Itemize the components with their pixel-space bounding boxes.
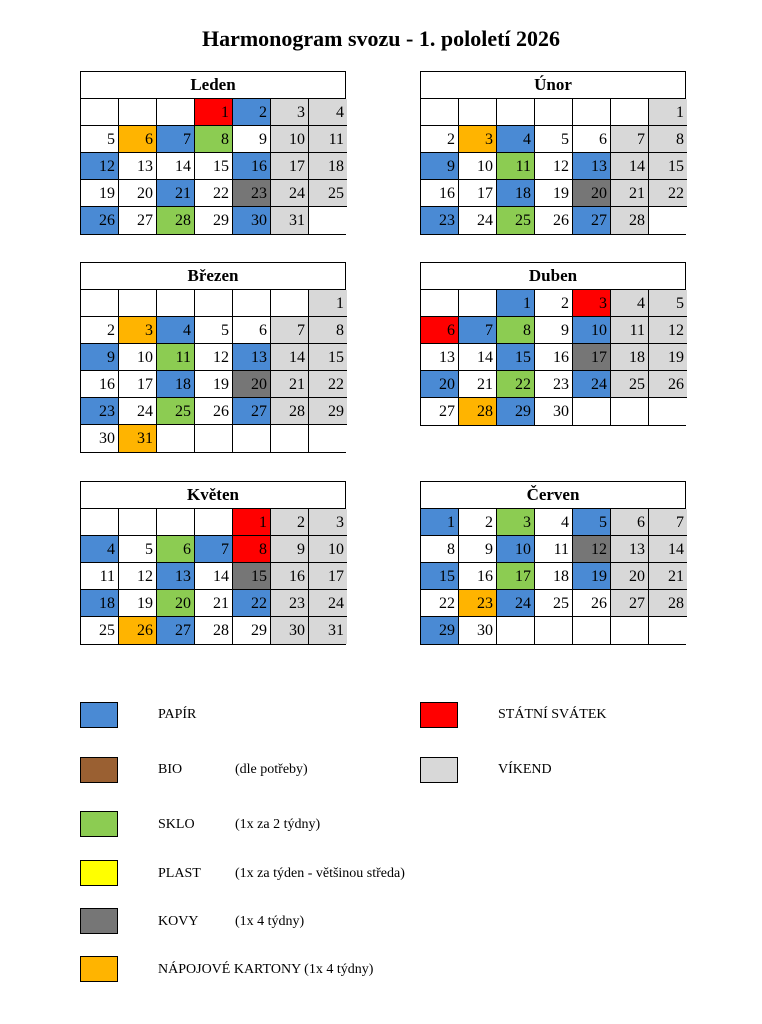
calendar-day: 21 (195, 590, 233, 617)
calendar-day: 26 (81, 207, 119, 234)
calendar-empty-cell (611, 398, 649, 425)
calendar-day: 6 (119, 126, 157, 153)
calendar-day: 19 (649, 344, 687, 371)
calendar-day: 21 (611, 180, 649, 207)
calendar-day: 5 (119, 536, 157, 563)
calendar-day: 28 (611, 207, 649, 234)
calendar-day: 29 (309, 398, 347, 425)
calendar-day: 15 (497, 344, 535, 371)
calendar-day: 19 (119, 590, 157, 617)
calendar-day: 6 (573, 126, 611, 153)
calendar-day: 20 (233, 371, 271, 398)
calendar-day: 28 (459, 398, 497, 425)
calendar-day: 21 (649, 563, 687, 590)
calendar-day: 31 (271, 207, 309, 234)
calendar-empty-cell (459, 99, 497, 126)
legend-label-sklo: SKLO (158, 817, 195, 832)
calendar-day: 10 (459, 153, 497, 180)
calendar-day: 7 (157, 126, 195, 153)
calendar-day: 20 (611, 563, 649, 590)
calendar-day: 16 (421, 180, 459, 207)
calendar-empty-cell (195, 290, 233, 317)
calendar-empty-cell (81, 290, 119, 317)
calendar-empty-cell (195, 425, 233, 452)
calendar-day: 8 (649, 126, 687, 153)
calendar-day: 23 (421, 207, 459, 234)
legend-note-kovy: (1x 4 týdny) (235, 914, 305, 929)
calendar-day: 14 (195, 563, 233, 590)
calendar-day: 5 (81, 126, 119, 153)
calendar-day: 3 (459, 126, 497, 153)
calendar-day: 26 (195, 398, 233, 425)
calendar-day: 23 (535, 371, 573, 398)
calendar-day: 27 (421, 398, 459, 425)
calendar-day: 5 (573, 509, 611, 536)
calendar-day: 24 (119, 398, 157, 425)
calendar-day: 19 (195, 371, 233, 398)
calendar-day: 14 (611, 153, 649, 180)
calendar-day: 26 (535, 207, 573, 234)
legend-label-karton: NÁPOJOVÉ KARTONY (1x 4 týdny) (158, 962, 374, 977)
calendar-day: 7 (459, 317, 497, 344)
calendar-day: 18 (309, 153, 347, 180)
calendar-day: 4 (497, 126, 535, 153)
calendar-day: 28 (195, 617, 233, 644)
calendar-day: 27 (573, 207, 611, 234)
calendar-empty-cell (573, 99, 611, 126)
calendar-day: 2 (81, 317, 119, 344)
calendar-day: 3 (309, 509, 347, 536)
calendar-day: 23 (81, 398, 119, 425)
calendar-day: 30 (459, 617, 497, 644)
calendar-day: 6 (421, 317, 459, 344)
calendar-day: 17 (309, 563, 347, 590)
calendar-day: 13 (611, 536, 649, 563)
calendar-day: 11 (81, 563, 119, 590)
calendar-day: 16 (271, 563, 309, 590)
calendar-day: 4 (157, 317, 195, 344)
month-grid (421, 99, 685, 234)
calendar-empty-cell (649, 207, 687, 234)
month-grid (81, 99, 345, 234)
page-title: Harmonogram svozu - 1. pololetí 2026 (201, 26, 561, 51)
calendar-day: 9 (421, 153, 459, 180)
calendar-day: 27 (119, 207, 157, 234)
calendar-day: 25 (497, 207, 535, 234)
calendar-empty-cell (309, 207, 347, 234)
calendar-empty-cell (119, 509, 157, 536)
legend-swatch-svatek (420, 702, 458, 728)
calendar-empty-cell (309, 425, 347, 452)
calendar-day: 30 (271, 617, 309, 644)
calendar-day: 14 (649, 536, 687, 563)
calendar-day: 8 (497, 317, 535, 344)
month-title: Únor (421, 72, 685, 99)
calendar-day: 25 (535, 590, 573, 617)
calendar-day: 2 (459, 509, 497, 536)
legend-swatch-sklo (80, 811, 118, 837)
calendar-day: 28 (649, 590, 687, 617)
calendar-day: 8 (233, 536, 271, 563)
calendar-empty-cell (611, 99, 649, 126)
calendar-day: 31 (309, 617, 347, 644)
legend-label-papir: PAPÍR (158, 707, 197, 722)
calendar-day: 15 (309, 344, 347, 371)
month-title: Červen (421, 482, 685, 509)
calendar-day: 3 (271, 99, 309, 126)
legend-note-sklo: (1x za 2 týdny) (235, 817, 321, 832)
calendar-day: 22 (421, 590, 459, 617)
calendar-day: 25 (309, 180, 347, 207)
calendar-empty-cell (157, 509, 195, 536)
month-calendar-leden (80, 71, 346, 235)
calendar-day: 9 (271, 536, 309, 563)
calendar-day: 11 (157, 344, 195, 371)
calendar-day: 18 (497, 180, 535, 207)
legend-swatch-vikend (420, 757, 458, 783)
calendar-empty-cell (649, 617, 687, 644)
calendar-empty-cell (535, 617, 573, 644)
legend-note-plast: (1x za týden - většinou středa) (235, 866, 405, 881)
calendar-day: 17 (459, 180, 497, 207)
calendar-day: 14 (271, 344, 309, 371)
calendar-empty-cell (459, 290, 497, 317)
calendar-day: 16 (535, 344, 573, 371)
calendar-day: 16 (81, 371, 119, 398)
calendar-empty-cell (497, 99, 535, 126)
calendar-day: 18 (535, 563, 573, 590)
calendar-day: 7 (271, 317, 309, 344)
month-calendar-unor (420, 71, 686, 235)
month-title: Leden (81, 72, 345, 99)
calendar-day: 18 (81, 590, 119, 617)
calendar-day: 3 (497, 509, 535, 536)
month-calendar-brezen (80, 262, 346, 453)
calendar-empty-cell (497, 617, 535, 644)
calendar-day: 2 (421, 126, 459, 153)
calendar-day: 26 (649, 371, 687, 398)
calendar-day: 13 (119, 153, 157, 180)
calendar-day: 29 (421, 617, 459, 644)
calendar-empty-cell (421, 99, 459, 126)
legend-label-vikend: VÍKEND (498, 762, 552, 777)
calendar-day: 19 (81, 180, 119, 207)
calendar-empty-cell (535, 99, 573, 126)
calendar-day: 21 (459, 371, 497, 398)
legend-label-svatek: STÁTNÍ SVÁTEK (498, 707, 607, 722)
calendar-day: 22 (195, 180, 233, 207)
calendar-day: 12 (573, 536, 611, 563)
calendar-day: 18 (611, 344, 649, 371)
month-calendar-cerven (420, 481, 686, 645)
calendar-empty-cell (157, 290, 195, 317)
calendar-day: 8 (309, 317, 347, 344)
calendar-day: 24 (271, 180, 309, 207)
calendar-day: 5 (535, 126, 573, 153)
calendar-day: 21 (157, 180, 195, 207)
calendar-day: 6 (233, 317, 271, 344)
calendar-day: 15 (233, 563, 271, 590)
legend-swatch-bio (80, 757, 118, 783)
calendar-day: 1 (309, 290, 347, 317)
calendar-empty-cell (119, 290, 157, 317)
calendar-day: 4 (309, 99, 347, 126)
calendar-day: 23 (233, 180, 271, 207)
calendar-day: 24 (497, 590, 535, 617)
calendar-day: 8 (195, 126, 233, 153)
calendar-empty-cell (649, 398, 687, 425)
calendar-day: 2 (271, 509, 309, 536)
calendar-day: 22 (649, 180, 687, 207)
calendar-empty-cell (573, 617, 611, 644)
calendar-day: 20 (421, 371, 459, 398)
calendar-day: 12 (649, 317, 687, 344)
calendar-day: 7 (195, 536, 233, 563)
calendar-day: 28 (271, 398, 309, 425)
calendar-day: 13 (421, 344, 459, 371)
calendar-day: 6 (611, 509, 649, 536)
calendar-day: 31 (119, 425, 157, 452)
calendar-day: 22 (309, 371, 347, 398)
calendar-day: 9 (459, 536, 497, 563)
calendar-day: 1 (195, 99, 233, 126)
month-grid (81, 509, 345, 644)
calendar-day: 10 (271, 126, 309, 153)
calendar-day: 13 (157, 563, 195, 590)
calendar-day: 20 (573, 180, 611, 207)
calendar-day: 17 (119, 371, 157, 398)
calendar-day: 30 (81, 425, 119, 452)
calendar-day: 13 (233, 344, 271, 371)
calendar-day: 4 (611, 290, 649, 317)
month-title: Březen (81, 263, 345, 290)
calendar-day: 5 (649, 290, 687, 317)
calendar-day: 1 (649, 99, 687, 126)
calendar-day: 29 (497, 398, 535, 425)
calendar-empty-cell (421, 290, 459, 317)
month-calendar-kveten (80, 481, 346, 645)
legend-swatch-kovy (80, 908, 118, 934)
calendar-day: 16 (233, 153, 271, 180)
calendar-day: 3 (119, 317, 157, 344)
calendar-day: 2 (535, 290, 573, 317)
calendar-day: 4 (535, 509, 573, 536)
calendar-day: 26 (119, 617, 157, 644)
calendar-day: 16 (459, 563, 497, 590)
calendar-day: 2 (233, 99, 271, 126)
calendar-empty-cell (271, 290, 309, 317)
calendar-day: 12 (81, 153, 119, 180)
month-grid (421, 290, 685, 425)
calendar-day: 1 (421, 509, 459, 536)
legend-swatch-karton (80, 956, 118, 982)
calendar-day: 11 (535, 536, 573, 563)
calendar-day: 10 (119, 344, 157, 371)
calendar-day: 25 (611, 371, 649, 398)
calendar-day: 15 (195, 153, 233, 180)
calendar-day: 18 (157, 371, 195, 398)
month-grid (81, 290, 345, 452)
calendar-day: 9 (81, 344, 119, 371)
calendar-day: 7 (649, 509, 687, 536)
legend-swatch-plast (80, 860, 118, 886)
calendar-day: 10 (309, 536, 347, 563)
calendar-day: 11 (611, 317, 649, 344)
calendar-day: 23 (459, 590, 497, 617)
calendar-day: 12 (195, 344, 233, 371)
calendar-day: 29 (233, 617, 271, 644)
month-title: Květen (81, 482, 345, 509)
calendar-empty-cell (81, 99, 119, 126)
legend-label-kovy: KOVY (158, 914, 199, 929)
calendar-day: 24 (573, 371, 611, 398)
calendar-day: 7 (611, 126, 649, 153)
calendar-day: 6 (157, 536, 195, 563)
calendar-day: 17 (271, 153, 309, 180)
calendar-day: 11 (309, 126, 347, 153)
month-grid (421, 509, 685, 644)
calendar-day: 30 (233, 207, 271, 234)
calendar-day: 12 (119, 563, 157, 590)
calendar-empty-cell (157, 99, 195, 126)
calendar-empty-cell (195, 509, 233, 536)
calendar-day: 21 (271, 371, 309, 398)
calendar-day: 17 (573, 344, 611, 371)
calendar-day: 3 (573, 290, 611, 317)
calendar-day: 17 (497, 563, 535, 590)
calendar-day: 12 (535, 153, 573, 180)
calendar-day: 20 (157, 590, 195, 617)
calendar-empty-cell (119, 99, 157, 126)
calendar-day: 24 (459, 207, 497, 234)
calendar-day: 22 (233, 590, 271, 617)
month-title: Duben (421, 263, 685, 290)
calendar-empty-cell (81, 509, 119, 536)
calendar-day: 14 (459, 344, 497, 371)
calendar-day: 27 (157, 617, 195, 644)
calendar-day: 26 (573, 590, 611, 617)
calendar-day: 20 (119, 180, 157, 207)
calendar-day: 4 (81, 536, 119, 563)
calendar-day: 24 (309, 590, 347, 617)
calendar-empty-cell (611, 617, 649, 644)
calendar-day: 5 (195, 317, 233, 344)
calendar-day: 23 (271, 590, 309, 617)
legend-note-bio: (dle potřeby) (235, 762, 308, 777)
calendar-day: 15 (421, 563, 459, 590)
calendar-day: 30 (535, 398, 573, 425)
calendar-day: 10 (573, 317, 611, 344)
legend-label-plast: PLAST (158, 866, 201, 881)
calendar-day: 27 (233, 398, 271, 425)
calendar-day: 13 (573, 153, 611, 180)
calendar-day: 25 (81, 617, 119, 644)
calendar-empty-cell (233, 425, 271, 452)
calendar-empty-cell (271, 425, 309, 452)
calendar-empty-cell (157, 425, 195, 452)
calendar-day: 19 (573, 563, 611, 590)
calendar-day: 25 (157, 398, 195, 425)
calendar-day: 10 (497, 536, 535, 563)
calendar-day: 11 (497, 153, 535, 180)
legend-label-bio: BIO (158, 762, 183, 777)
calendar-day: 15 (649, 153, 687, 180)
legend-swatch-papir (80, 702, 118, 728)
calendar-day: 1 (497, 290, 535, 317)
calendar-day: 19 (535, 180, 573, 207)
calendar-empty-cell (573, 398, 611, 425)
calendar-day: 9 (535, 317, 573, 344)
calendar-day: 14 (157, 153, 195, 180)
calendar-day: 8 (421, 536, 459, 563)
calendar-day: 27 (611, 590, 649, 617)
calendar-day: 29 (195, 207, 233, 234)
calendar-day: 9 (233, 126, 271, 153)
calendar-day: 1 (233, 509, 271, 536)
calendar-empty-cell (233, 290, 271, 317)
month-calendar-duben (420, 262, 686, 426)
calendar-day: 28 (157, 207, 195, 234)
calendar-day: 22 (497, 371, 535, 398)
